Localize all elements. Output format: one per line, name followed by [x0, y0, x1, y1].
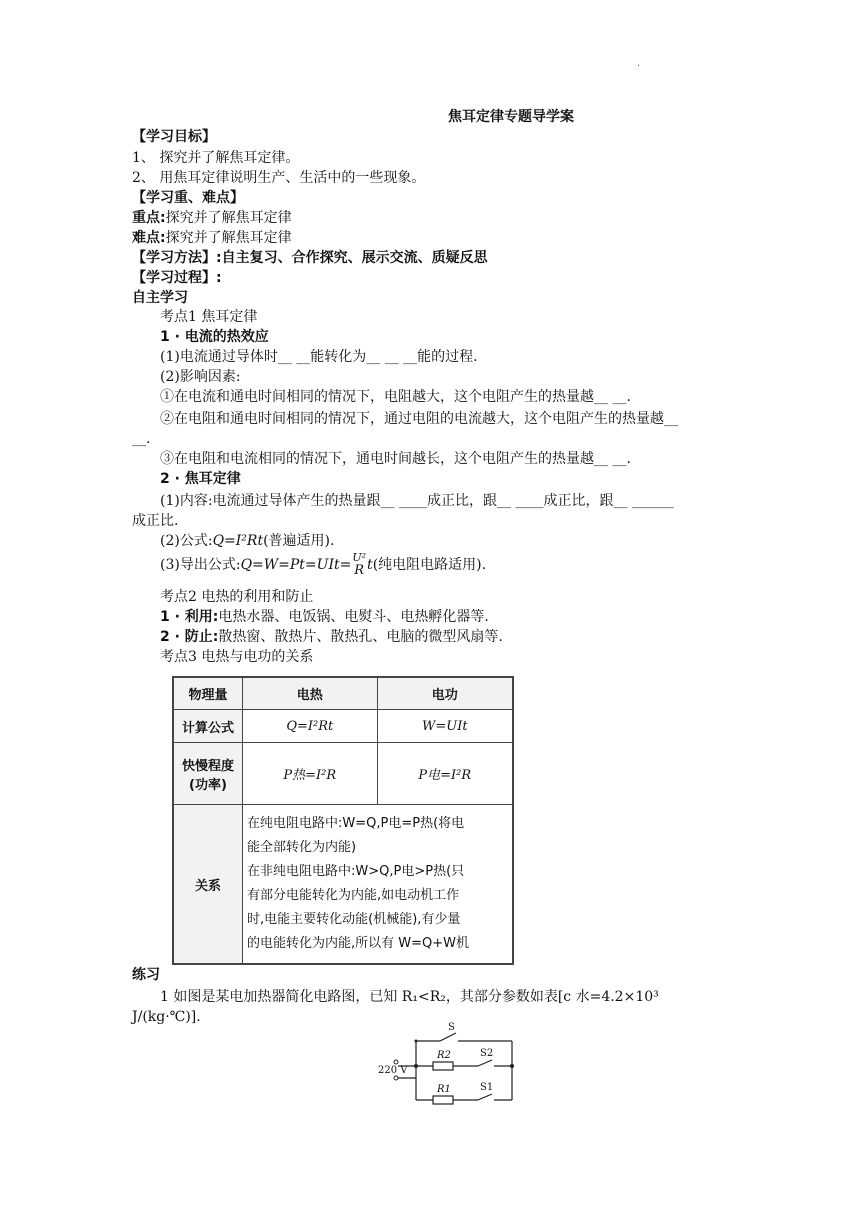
goals-heading: 【学习目标】 — [132, 129, 216, 145]
heat-work-table — [172, 676, 514, 965]
kp1-heading: 考点1 焦耳定律 — [160, 309, 258, 325]
relation-line-1: 在纯电阻电路中:W=Q,P电=P热(将电 — [247, 816, 465, 831]
circuit-r2-label: R2 — [437, 1050, 451, 1061]
circuit-r1-label: R1 — [437, 1084, 451, 1095]
relation-line-5: 时,电能主要转化动能(机械能),有少量 — [247, 912, 461, 927]
table-cell-relation — [243, 805, 514, 965]
exercise-heading: 练习 — [132, 967, 160, 983]
circuit-diagram — [374, 1018, 524, 1113]
question-1-line1: 1 如图是某电加热器简化电路图，已知 R₁<R₂，其部分参数如表[c 水=4.2×10³ — [160, 989, 659, 1005]
relation-line-4: 有部分电能转化为内能,如电动机工作 — [247, 888, 460, 903]
relation-line-2: 能全部转化为内能) — [247, 840, 357, 855]
s1-line4a: ②在电阻和通电时间相同的情况下，通过电阻的电流越大，这个电阻产生的热量越__ — [160, 411, 678, 427]
key-heading: 【学习重、难点】 — [132, 190, 244, 206]
difficult-point-line — [132, 229, 292, 247]
use-text: 电热水器、电饭锅、电熨斗、电热孵化器等. — [218, 609, 489, 625]
s2-line2 — [160, 532, 334, 550]
table-header-heat: 电热 — [243, 677, 378, 710]
key-label: 重点: — [132, 210, 166, 226]
s2-line1b: 成正比. — [132, 513, 179, 529]
kp2-heading: 考点2 电热的利用和防止 — [160, 589, 314, 605]
fraction-numerator: U² — [352, 551, 367, 564]
key-text: 探究并了解焦耳定律 — [165, 210, 292, 226]
goal-1: 1、 探究并了解焦耳定律。 — [132, 150, 300, 166]
page-mark: . — [637, 58, 641, 69]
table-cell-work-formula: W=UIt — [377, 710, 513, 743]
table-cell-heat-power: P热=I²R — [243, 743, 378, 805]
question-1-line2: J/(kg·℃)]. — [132, 1009, 201, 1025]
s1-line3: ①在电流和通电时间相同的情况下，电阻越大，这个电阻产生的热量越__ __. — [160, 389, 631, 405]
s2-line3 — [160, 552, 486, 578]
use-label: 1 · 利用: — [160, 609, 219, 625]
derived-formula-t: t — [367, 557, 373, 573]
relation-line-3: 在非纯电阻电路中:W>Q,P电>P热(只 — [247, 864, 465, 879]
s2-line2-label: (2)公式: — [160, 533, 213, 549]
circuit-s1-label: S1 — [480, 1082, 494, 1093]
key-point-line — [132, 209, 292, 227]
circuit-voltage-label: 220 V — [378, 1065, 408, 1076]
self-study-heading: 自主学习 — [132, 290, 188, 306]
use-line — [160, 608, 489, 626]
relation-line-6: 的电能转化为内能,所以有 W=Q+W机 — [247, 936, 469, 951]
derived-formula: Q=W=Pt=UIt= — [240, 557, 352, 573]
s1-line5: ③在电阻和电流相同的情况下，通电时间越长，这个电阻产生的热量越__ __. — [160, 451, 631, 467]
s1-title: 1 · 电流的热效应 — [160, 329, 269, 345]
table-header-work: 电功 — [377, 677, 513, 710]
process-heading: 【学习过程】: — [132, 270, 222, 286]
page-title: 焦耳定律专题导学案 — [448, 109, 574, 125]
difficult-text: 探究并了解焦耳定律 — [165, 230, 292, 246]
joule-formula: Q=I²Rt — [212, 533, 264, 549]
circuit-switch-s-label: S — [448, 1022, 455, 1033]
table-row-label-relation: 关系 — [173, 805, 243, 965]
circuit-s2-label: S2 — [480, 1048, 494, 1059]
s1-line1: (1)电流通过导体时__ __能转化为__ __ __能的过程. — [160, 349, 478, 365]
s2-line2-note: (普遍适用). — [263, 533, 335, 549]
table-cell-heat-formula: Q=I²Rt — [243, 710, 378, 743]
power-label-line2: (功率) — [189, 777, 227, 793]
prevent-label: 2 · 防止: — [160, 629, 219, 645]
power-label-line1: 快慢程度 — [181, 758, 234, 774]
difficult-label: 难点: — [132, 230, 166, 246]
table-row-label-formula: 计算公式 — [173, 710, 243, 743]
fraction-u2-over-r — [352, 552, 366, 578]
goal-2: 2、 用焦耳定律说明生产、生活中的一些现象。 — [132, 170, 426, 186]
fraction-denominator: R — [354, 563, 365, 578]
s2-title: 2 · 焦耳定律 — [160, 471, 241, 487]
table-header-quantity: 物理量 — [173, 677, 243, 710]
table-row-label-power — [173, 743, 243, 805]
kp3-heading: 考点3 电热与电功的关系 — [160, 649, 314, 665]
s2-line1a: (1)内容:电流通过导体产生的热量跟__ ____成正比，跟__ ____成正比，跟__ ______ — [160, 493, 674, 509]
s1-line4b: __. — [132, 431, 151, 447]
method-line: 【学习方法】:自主复习、合作探究、展示交流、质疑反思 — [132, 250, 488, 266]
prevent-line — [160, 628, 503, 646]
prevent-text: 散热窗、散热片、散热孔、电脑的微型风扇等. — [218, 629, 503, 645]
table-cell-work-power: P电=I²R — [377, 743, 513, 805]
s2-line3-note: (纯电阻电路适用). — [372, 557, 487, 573]
s2-line3-label: (3)导出公式: — [160, 557, 241, 573]
s1-line2: (2)影响因素: — [160, 369, 241, 385]
